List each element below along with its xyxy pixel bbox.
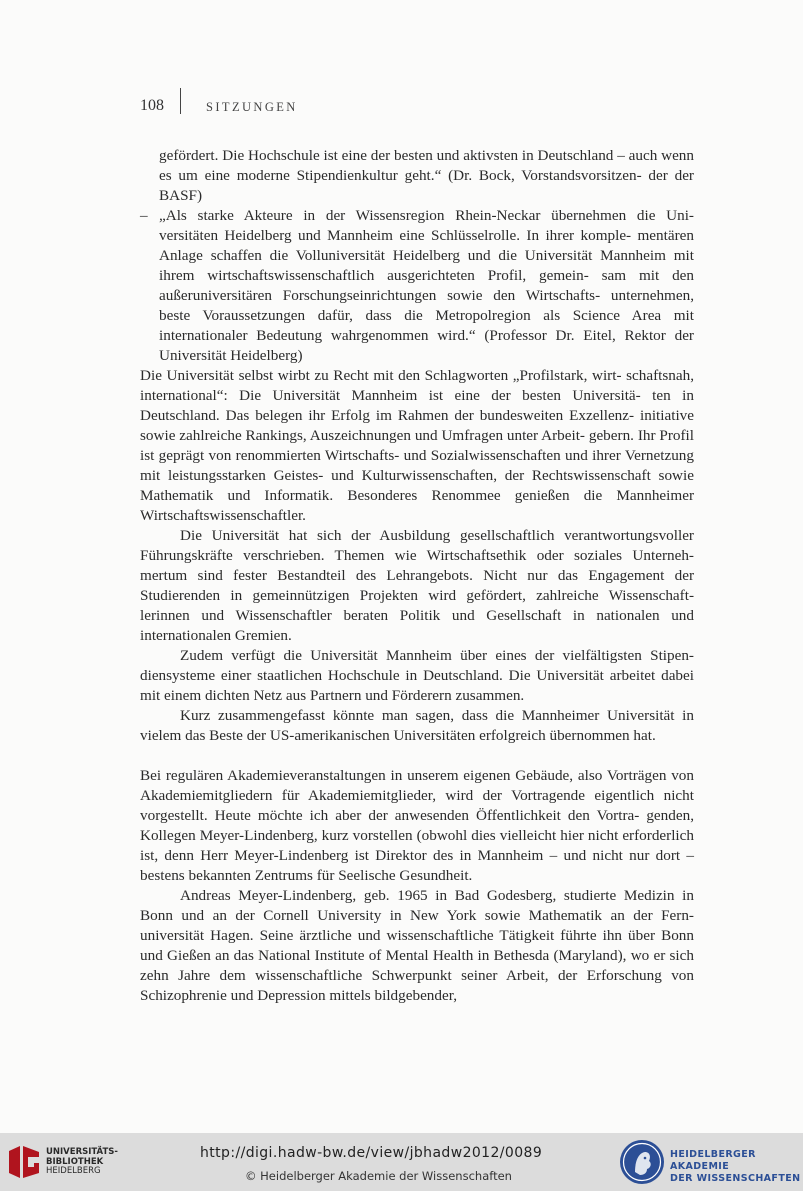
footer-bar xyxy=(0,1133,803,1191)
section-gap xyxy=(140,746,694,766)
university-library-logo-icon xyxy=(6,1143,42,1181)
ub-line-3: HEIDELBERG xyxy=(46,1166,101,1176)
academy-label xyxy=(670,1149,803,1185)
header-divider xyxy=(180,88,181,114)
quote-item xyxy=(140,206,694,366)
quote-continuation: gefördert. Die Hochschule ist eine der besten und aktivsten in Deutschland – auch wenn es um eine moderne Stipendienkultur geht.“ (Dr. Bock, Vorstandsvorsitzen- der der BASF) xyxy=(159,147,694,204)
ub-line-2: BIBLIOTHEK xyxy=(46,1156,104,1167)
paragraph: Zudem verfügt die Universität Mannheim über eines der vielfältigsten Stipen- diensysteme einer staatlichen Hochschule in Deutschland. Die Universität arbeitet dabei mit einem dichten Netz aus Partnern und Förderern zusammen. xyxy=(140,647,694,704)
running-head: SITZUNGEN xyxy=(206,100,298,114)
academy-line-1: HEIDELBERGER AKADEMIE xyxy=(670,1149,756,1172)
academy-line-2: DER WISSENSCHAFTEN xyxy=(670,1173,801,1184)
permalink-url[interactable]: http://digi.hadw-bw.de/view/jbhadw2012/0089 xyxy=(200,1145,543,1161)
body-text xyxy=(140,146,694,1006)
ub-line-1: UNIVERSITÄTS- xyxy=(46,1147,118,1157)
paragraph: Die Universität selbst wirbt zu Recht mit den Schlagworten „Profilstark, wirt- schaftsnah, international“: Die Universität Mannheim ist eine der besten Universitä- ten in Deutschland. Das belegen ihr Erfolg im Rahmen der bundesweiten Exzellenz- initiative sowie zahlreiche Rankings, Auszeichnungen und Umfragen unter Arbeit- gebern. Ihr Profil ist geprägt von renommierten Wirtschafts- und Sozialwissenschaften und ihrer Vernetzung mit leistungsstarken Geistes- und Kulturwissenschaften, der Rechtswissenschaft sowie Mathematik und Informatik. Besonderes Renommee genießen die Mannheimer Wirtschaftswissenschaftler. xyxy=(140,367,694,524)
university-library-label xyxy=(46,1148,118,1177)
paragraph: Kurz zusammengefasst könnte man sagen, dass die Mannheimer Universität in vielem das Beste der US-amerikanischen Universitäten erfolgreich übernommen hat. xyxy=(140,707,694,744)
quote-text: „Als starke Akteure in der Wissensregion Rhein-Neckar übernehmen die Uni- versitäten Heidelberg und Mannheim eine Schlüsselrolle. In ihrer komple- mentären Anlage schaffen die Volluniversität Heidelberg und die Universität Mannheim mit ihrem wirtschaftswissenschaftlich ausgerichteten Profil, gemein- sam mit den außeruniversitären Forschungseinrichtungen sowie den Wirtschafts- unternehmen, beste Voraussetzungen dafür, dass die Metropolregion als Science Area mit internationaler Bedeutung wahrgenommen wird.“ (Professor Dr. Eitel, Rektor der Universität Heidelberg) xyxy=(159,207,694,364)
paragraph: Andreas Meyer-Lindenberg, geb. 1965 in Bad Godesberg, studierte Medizin in Bonn und an der Cornell University in New York sowie Mathematik an der Fern- universität Hagen. Seine ärztliche und wissenschaftliche Tätigkeit führte ihn über Bonn und Gießen an das National Institute of Mental Health in Bethesda (Maryland), wo er sich zehn Jahre dem wissenschaftliche Schwerpunkt seiner Arbeit, der Erforschung von Schizophrenie und Depression mittels bildgebender, xyxy=(140,887,694,1004)
paragraph: Bei regulären Akademieveranstaltungen in unserem eigenen Gebäude, also Vorträgen von Akademiemitgliedern für Akademiemitglieder, wird der Vortragende eigentlich nicht vorgestellt. Heute möchte ich aber der anwesenden Öffentlichkeit den Vortra- genden, Kollegen Meyer-Lindenberg, kurz vorstellen (obwohl dies vielleicht hier nicht erforderlich ist, denn Herr Meyer-Lindenberg ist Direktor des in Mannheim – und nicht nur dort – bestens bekannten Zentrums für Seelische Gesundheit. xyxy=(140,767,694,884)
quote-dash: – xyxy=(140,207,148,224)
copyright-notice: © Heidelberger Akademie der Wissenschaften xyxy=(245,1169,512,1183)
academy-seal-icon xyxy=(618,1138,666,1186)
page-number: 108 xyxy=(140,97,164,114)
paragraph: Die Universität hat sich der Ausbildung gesellschaftlich verantwortungsvoller Führungskräfte verschrieben. Themen wie Wirtschaftsethik oder soziales Unterneh- mertum sind fester Bestandteil des Lehrangebots. Nicht nur das Engagement der Studierenden in gemeinnützigen Projekten wird gefördert, zahlreiche Wissenschaft- lerinnen und Wissenschaftler beraten Politik und Gesellschaft in nationalen und internationalen Gremien. xyxy=(140,527,694,644)
